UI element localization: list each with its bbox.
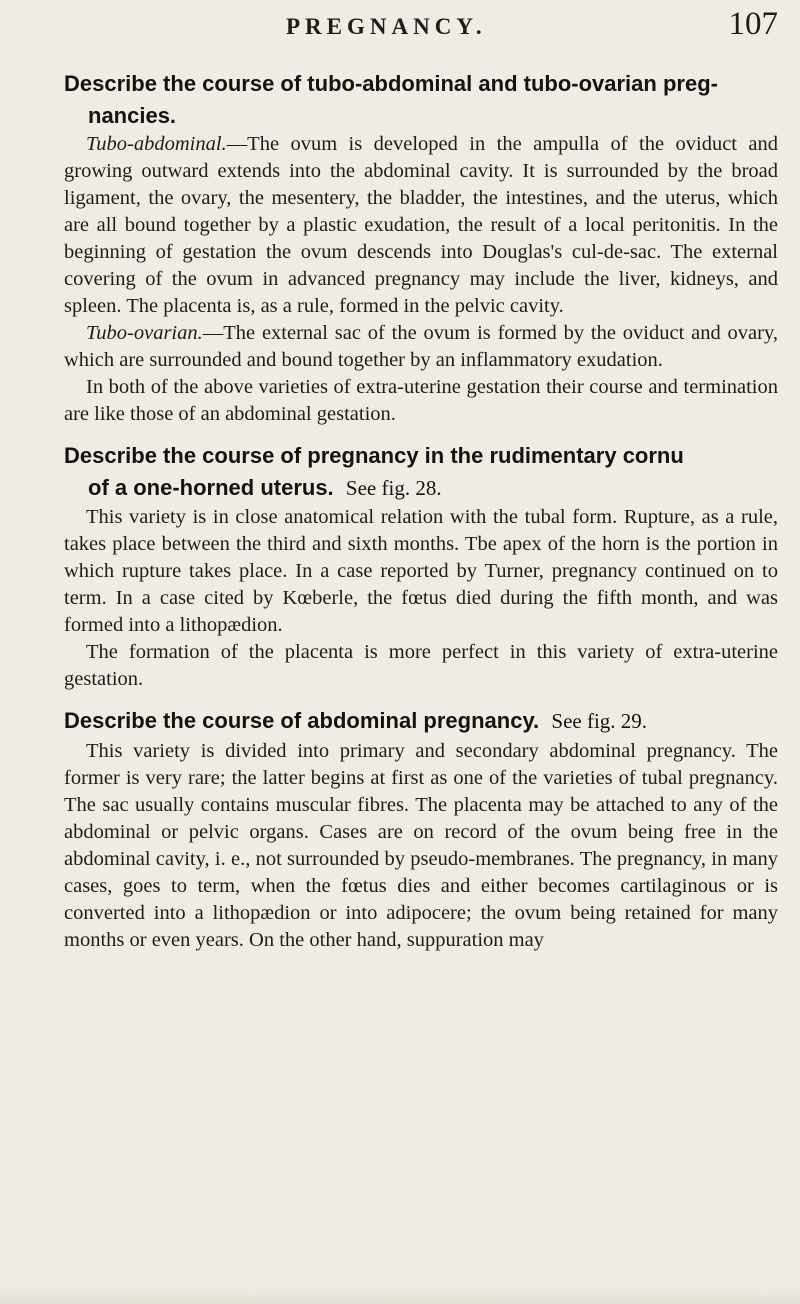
paragraph-text: —The external sac of the ovum is formed by the oviduct and ovary, which are surrounded and bound together by an inflammatory exudation. xyxy=(64,322,778,371)
page-number: 107 xyxy=(728,6,778,42)
section-tubal-pregnancies xyxy=(64,68,778,428)
paragraph-placenta: The formation of the placenta is more perfect in this variety of extra-uterine gestation. xyxy=(64,641,778,690)
question-heading xyxy=(64,68,778,131)
running-title: PREGNANCY. xyxy=(286,14,487,39)
paragraph-text: —The ovum is developed in the ampulla of the oviduct and growing outward extends into the abdominal cavity. It is surrounded by the broad ligament, the ovary, the mesentery, the bladder, the intestines, and the uterus, which are all bound together by a plastic exudation, the result of a local peritonitis. In the beginning of gestation the ovum descends into Douglas's cul-de-sac. The external covering of the ovum in advanced pregnancy may include the liver, kidneys, and spleen. The placenta is, as a rule, formed in the pelvic cavity. xyxy=(64,133,778,317)
figure-reference: See fig. 28. xyxy=(345,475,442,500)
page-bottom-edge xyxy=(0,1288,800,1304)
paragraph-both-varieties: In both of the above varieties of extra-uterine gestation their course and termination are like those of an abdominal gestation. xyxy=(64,376,778,425)
question-heading xyxy=(64,440,778,504)
heading-line-1: Describe the course of tubo-abdominal and tubo-ovarian preg- xyxy=(64,71,718,96)
paragraph-label: Tubo-ovarian. xyxy=(86,322,203,344)
heading-line-2: nancies. xyxy=(88,102,177,128)
section-rudimentary-cornu xyxy=(64,440,778,693)
paragraph-rupture: This variety is in close anatomical relation with the tubal form. Rupture, as a rule, takes place between the third and sixth months. Tbe apex of the horn is the portion in which rupture takes place. In a case reported by Turner, pregnancy continued on to term. In a case cited by Kœberle, the fœtus died during the fifth month, and was formed into a lithopædion. xyxy=(64,506,778,636)
section-abdominal-pregnancy xyxy=(64,705,778,954)
running-head xyxy=(64,0,778,52)
figure-reference: See fig. 29. xyxy=(551,709,648,733)
paragraph-abdominal: This variety is divided into primary and secondary abdominal pregnancy. The former is very rare; the latter begins at first as one of the varieties of tubal pregnancy. The sac usually contains muscular fibres. The placenta may be attached to any of the abdominal or pelvic organs. Cases are on record of the ovum being free in the abdominal cavity, i. e., not surrounded by pseudo-membranes. The pregnancy, in many cases, goes to term, when the fœtus dies and either becomes cartilaginous or is converted into a lithopædion or into adipocere; the ovum being retained for many months or even years. On the other hand, suppuration may xyxy=(64,739,778,951)
heading-line-2: of a one-horned uterus. xyxy=(88,474,334,500)
question-heading xyxy=(64,705,778,738)
paragraph-tubo-ovarian xyxy=(64,320,778,374)
heading-line-1: Describe the course of pregnancy in the rudimentary cornu xyxy=(64,443,684,468)
paragraph-label: Tubo-abdominal. xyxy=(86,133,227,155)
paragraph-tubo-abdominal xyxy=(64,131,778,320)
heading-line-1: Describe the course of abdominal pregnancy. xyxy=(64,708,540,733)
